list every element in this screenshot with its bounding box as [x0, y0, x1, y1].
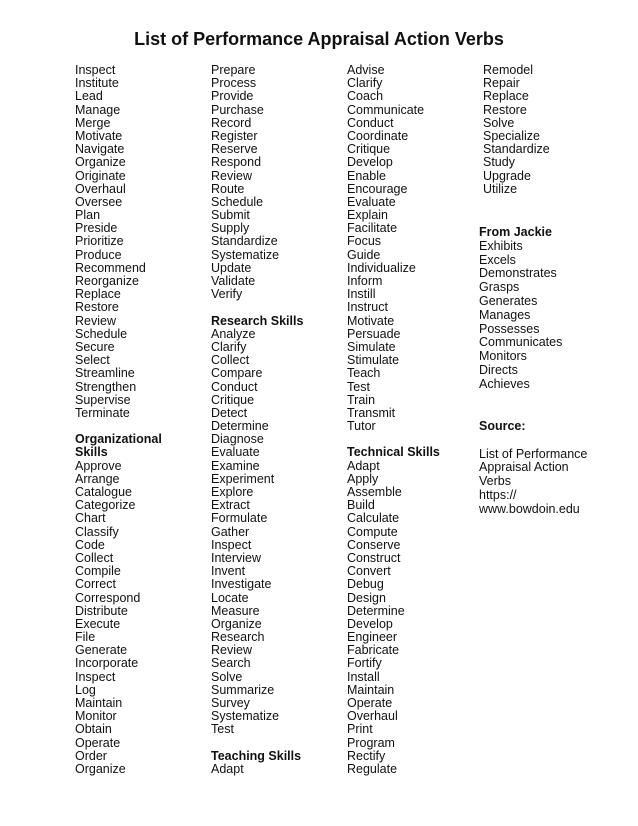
verb-item: Plan [75, 208, 101, 223]
verb-item: Test [211, 722, 234, 737]
verb-item: Originate [75, 168, 126, 183]
verb-item: Simulate [347, 339, 396, 354]
verb-item: Oversee [75, 194, 123, 209]
verb-item: Rectify [347, 748, 386, 763]
verb-item: Formulate [211, 511, 268, 526]
verb-item: Purchase [211, 102, 264, 117]
verb-item: Schedule [75, 326, 128, 341]
section-heading: From Jackie [479, 225, 552, 239]
verb-item: Obtain [75, 722, 112, 737]
verb-item: Print [347, 722, 373, 737]
verb-item: Train [347, 392, 376, 407]
verb-item: Fabricate [347, 643, 400, 658]
verb-item: Monitors [479, 349, 527, 364]
verb-item: Overhaul [75, 181, 126, 196]
verb-item: Approve [75, 458, 122, 473]
verb-item: Achieves [479, 376, 530, 391]
verb-item: Systematize [211, 709, 280, 724]
verb-item: Register [211, 128, 258, 143]
verb-item: Examine [211, 458, 260, 473]
verb-item: Advise [347, 63, 385, 77]
verb-item: Fortify [347, 656, 382, 671]
verb-item: Conduct [211, 379, 258, 394]
verb-item: Critique [211, 392, 255, 407]
verb-item: Streamline [75, 366, 135, 381]
verb-item: Adapt [211, 761, 244, 776]
section-heading: Organizational [75, 432, 162, 447]
verb-item: Clarify [211, 339, 247, 354]
verb-item: Classify [75, 524, 119, 539]
verb-item: Reserve [211, 142, 258, 157]
verb-item: Directs [479, 362, 518, 377]
verb-item: Maintain [75, 696, 123, 710]
verb-item: Categorize [75, 498, 136, 513]
section-heading: Skills [75, 445, 108, 460]
verb-item: Merge [75, 115, 111, 130]
verb-item: Compute [347, 524, 398, 539]
verb-item: Coordinate [347, 128, 409, 143]
verb-item: Transmit [347, 405, 396, 420]
verb-item: Replace [75, 287, 121, 302]
verb-item: Generate [75, 643, 128, 658]
verb-item: Build [347, 498, 375, 513]
verb-item: Experiment [211, 471, 275, 486]
verb-item: Prioritize [75, 234, 124, 249]
verb-item: Invent [211, 564, 246, 579]
verb-item: Provide [211, 89, 254, 104]
verb-item: Communicate [347, 102, 425, 117]
source-section [479, 420, 629, 517]
verb-item: Possesses [479, 321, 540, 336]
verb-item: Tutor [347, 419, 376, 434]
verb-item: Monitor [75, 709, 117, 724]
verb-item: Stimulate [347, 353, 400, 368]
verb-item: Arrange [75, 471, 120, 486]
verb-item: Adapt [347, 458, 380, 473]
verb-item: Organize [211, 616, 262, 631]
verb-item: Search [211, 656, 251, 671]
verb-item: Replace [483, 89, 529, 104]
verb-item: Generates [479, 293, 538, 308]
verb-item: Analyze [211, 326, 256, 341]
verb-item: Reorganize [75, 274, 139, 288]
verb-item: Enable [347, 168, 386, 183]
verb-item: Investigate [211, 577, 272, 592]
verb-item: Locate [211, 590, 249, 605]
verb-item: Inspect [75, 669, 116, 684]
verb-item: Chart [75, 511, 106, 526]
verb-item: Restore [483, 102, 527, 117]
verb-item: Inspect [211, 537, 252, 552]
verb-item: Update [211, 260, 252, 275]
verb-item: Record [211, 115, 252, 130]
verb-item: Catalogue [75, 485, 132, 499]
verb-item: Study [483, 155, 515, 170]
verb-item: Review [75, 313, 116, 328]
verb-item: Instill [347, 287, 376, 302]
spacer [211, 301, 336, 314]
verb-item: Solve [483, 115, 515, 130]
verb-item: Exhibits [479, 238, 523, 253]
verb-item: https:// [479, 487, 517, 502]
verb-column-1 [75, 64, 200, 776]
verb-item: Process [211, 76, 257, 91]
verb-item: Convert [347, 564, 391, 579]
verb-item: Remodel [483, 63, 534, 77]
verb-item: Prepare [211, 63, 256, 77]
section-heading: Technical Skills [347, 445, 440, 460]
verb-item: Gather [211, 524, 250, 539]
verb-item: Critique [347, 142, 391, 157]
verb-item: Solve [211, 669, 243, 684]
verb-item: Overhaul [347, 709, 398, 724]
verb-item: Facilitate [347, 221, 398, 236]
verb-item: Measure [211, 603, 260, 618]
verb-item: Validate [211, 274, 256, 288]
verb-item: Schedule [211, 194, 264, 209]
verb-item: Recommend [75, 260, 146, 275]
verb-item: Instruct [347, 300, 388, 315]
verb-item: Supply [211, 221, 250, 236]
verb-item: Standardize [483, 142, 550, 157]
verb-item: Correct [75, 577, 116, 592]
verb-item: Route [211, 181, 245, 196]
verb-item: Code [75, 537, 105, 552]
verb-item: Extract [211, 498, 250, 513]
verb-item: Review [211, 168, 252, 183]
verb-item: Submit [211, 208, 250, 223]
verb-item: Distribute [75, 603, 128, 618]
verb-item: Regulate [347, 761, 398, 776]
verb-item: Demonstrates [479, 266, 557, 281]
verb-column-4 [483, 64, 623, 196]
verb-item: Detect [211, 405, 248, 420]
verb-item: Individualize [347, 260, 416, 275]
verb-item: Inspect [75, 63, 116, 77]
verb-item: Collect [75, 550, 114, 565]
verb-item: Calculate [347, 511, 400, 526]
verb-item: Research [211, 630, 265, 645]
verb-column-3 [347, 64, 472, 776]
verb-item: Repair [483, 76, 520, 91]
verb-item: Systematize [211, 247, 280, 262]
verb-item: Verbs [479, 474, 511, 489]
verb-item: Communicates [479, 335, 563, 350]
verb-item: Organize [75, 761, 126, 776]
section-heading: Source: [479, 419, 526, 433]
verb-item: Supervise [75, 392, 131, 407]
verb-item: Program [347, 735, 395, 750]
verb-item: Survey [211, 696, 250, 710]
verb-item: Upgrade [483, 168, 531, 183]
verb-item: Explore [211, 485, 254, 499]
verb-item: Debug [347, 577, 384, 592]
spacer [479, 434, 629, 448]
verb-item: Compare [211, 366, 263, 381]
verb-item: Standardize [211, 234, 278, 249]
verb-item: Respond [211, 155, 262, 170]
verb-item: Inform [347, 274, 383, 288]
verb-item: Construct [347, 550, 401, 565]
verb-item: www.bowdoin.edu [479, 501, 580, 516]
spacer [211, 737, 336, 750]
verb-item: Utilize [483, 181, 518, 196]
verb-item: File [75, 630, 96, 645]
verb-item: Order [75, 748, 107, 763]
verb-item: Apply [347, 471, 379, 486]
verb-item: Focus [347, 234, 382, 249]
verb-item: Execute [75, 616, 121, 631]
verb-column-2 [211, 64, 336, 776]
verb-item: Review [211, 643, 252, 658]
verb-item: Interview [211, 550, 262, 565]
verb-item: Assemble [347, 485, 402, 499]
verb-item: Maintain [347, 682, 395, 697]
verb-item: Select [75, 353, 110, 368]
section-heading: Research Skills [211, 313, 304, 328]
from-jackie-section [479, 226, 629, 392]
verb-item: Strengthen [75, 379, 137, 394]
verb-item: Organize [75, 155, 126, 170]
verb-item: Appraisal Action [479, 460, 569, 475]
verb-item: Diagnose [211, 432, 264, 447]
verb-item: Specialize [483, 128, 540, 143]
verb-item: Coach [347, 89, 384, 104]
verb-item: Develop [347, 155, 393, 170]
verb-item: Excels [479, 252, 516, 267]
verb-item: Log [75, 682, 96, 697]
verb-item: Teach [347, 366, 381, 381]
section-heading: Teaching Skills [211, 748, 302, 763]
verb-item: Explain [347, 208, 388, 223]
verb-item: Verify [211, 287, 243, 302]
verb-item: Operate [347, 696, 393, 710]
verb-item: Motivate [347, 313, 395, 328]
verb-item: Operate [75, 735, 121, 750]
verb-item: Motivate [75, 128, 123, 143]
verb-item: Determine [211, 419, 269, 434]
verb-item: Engineer [347, 630, 398, 645]
verb-item: Institute [75, 76, 119, 91]
verb-item: Evaluate [211, 445, 260, 460]
verb-item: Produce [75, 247, 122, 262]
verb-item: Manages [479, 307, 531, 322]
verb-item: Determine [347, 603, 405, 618]
verb-item: Collect [211, 353, 250, 368]
verb-item: Conserve [347, 537, 401, 552]
verb-item: Design [347, 590, 386, 605]
verb-item: Manage [75, 102, 121, 117]
verb-item: Compile [75, 564, 121, 579]
verb-item: Grasps [479, 280, 520, 295]
verb-item: Lead [75, 89, 103, 104]
verb-item: Evaluate [347, 194, 396, 209]
verb-item: Test [347, 379, 370, 394]
verb-item: Guide [347, 247, 381, 262]
verb-item: Develop [347, 616, 393, 631]
verb-item: Correspond [75, 590, 141, 605]
verb-item: Install [347, 669, 380, 684]
verb-item: Encourage [347, 181, 408, 196]
verb-item: Persuade [347, 326, 401, 341]
verb-item: Incorporate [75, 656, 139, 671]
verb-item: Conduct [347, 115, 394, 130]
verb-item: Restore [75, 300, 119, 315]
verb-item: Terminate [75, 405, 130, 420]
verb-item: Navigate [75, 142, 125, 157]
verb-item: Summarize [211, 682, 275, 697]
verb-item: Secure [75, 339, 115, 354]
page-title: List of Performance Appraisal Action Verbs [134, 29, 504, 49]
verb-item: List of Performance [479, 446, 588, 461]
verb-item: Clarify [347, 76, 383, 91]
verb-item: Preside [75, 221, 118, 236]
